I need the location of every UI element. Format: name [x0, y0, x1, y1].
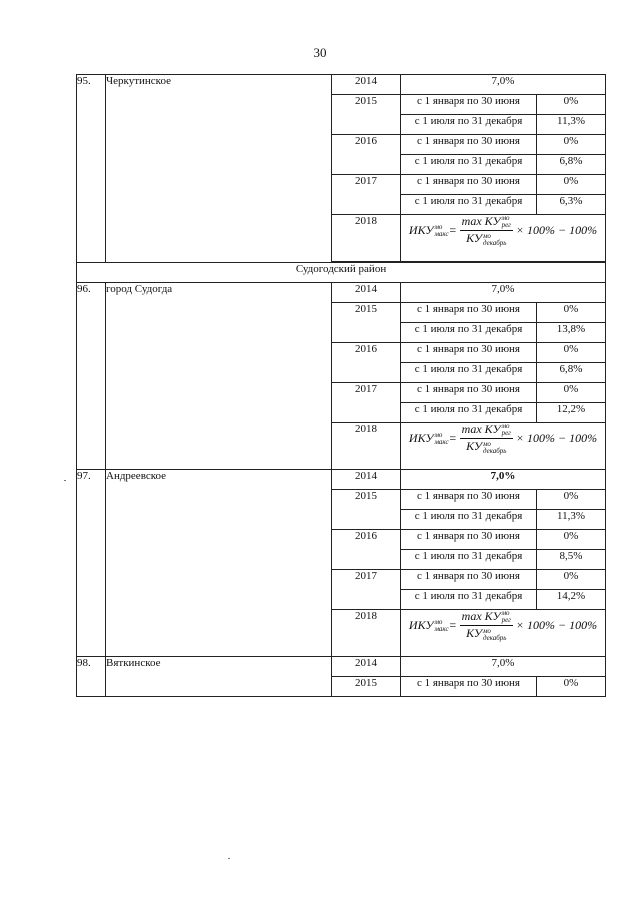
- formula-sup: мо: [434, 617, 443, 626]
- formula-num: max КУ: [461, 609, 501, 623]
- value-cell: 13,8%: [537, 323, 606, 343]
- rate-cell: 7,0%: [401, 283, 606, 303]
- year-cell: 2017: [332, 383, 401, 423]
- value-cell: 6,8%: [537, 155, 606, 175]
- formula-sub: макс: [434, 229, 449, 238]
- formula-cell: [401, 423, 606, 470]
- period-cell: с 1 января по 30 июня: [401, 175, 537, 195]
- formula-den: КУ: [466, 626, 482, 641]
- district-heading: Судогодский район: [77, 263, 606, 283]
- formula-sub: рег: [501, 429, 511, 438]
- year-cell: 2018: [332, 610, 401, 657]
- municipality-name: Вяткинское: [106, 657, 332, 697]
- formula-sub: декабрь: [482, 238, 507, 247]
- value-cell: 0%: [537, 530, 606, 550]
- formula-num: max КУ: [461, 214, 501, 228]
- formula-sup: мо: [501, 609, 510, 618]
- year-cell: 2016: [332, 135, 401, 175]
- year-cell: 2016: [332, 343, 401, 383]
- year-cell: 2014: [332, 75, 401, 95]
- year-cell: 2017: [332, 570, 401, 610]
- formula-sub: макс: [434, 437, 449, 446]
- period-cell: с 1 июля по 31 декабря: [401, 590, 537, 610]
- formula-lhs: ИКУ: [408, 222, 434, 237]
- formula-den: КУ: [466, 231, 482, 246]
- value-cell: 14,2%: [537, 590, 606, 610]
- rate-cell: 7,0%: [401, 75, 606, 95]
- formula-eq: =: [448, 431, 457, 446]
- period-cell: с 1 июля по 31 декабря: [401, 195, 537, 215]
- table-row: [77, 657, 606, 677]
- table-row: [77, 470, 606, 490]
- period-cell: с 1 января по 30 июня: [401, 677, 537, 697]
- row-number: 95.: [77, 75, 106, 263]
- value-cell: 6,3%: [537, 195, 606, 215]
- formula: [401, 610, 605, 642]
- rate-cell: 7,0%: [401, 657, 606, 677]
- year-cell: 2014: [332, 283, 401, 303]
- rate-cell: 7,0%: [401, 470, 606, 490]
- period-cell: с 1 января по 30 июня: [401, 343, 537, 363]
- year-cell: 2018: [332, 423, 401, 470]
- period-cell: с 1 июля по 31 декабря: [401, 323, 537, 343]
- formula-lhs: ИКУ: [408, 617, 434, 632]
- formula-eq: =: [448, 618, 457, 633]
- year-cell: 2016: [332, 530, 401, 570]
- value-cell: 0%: [537, 677, 606, 697]
- period-cell: с 1 июля по 31 декабря: [401, 363, 537, 383]
- year-cell: 2018: [332, 215, 401, 262]
- formula-sup: мо: [482, 231, 491, 240]
- municipality-name: Черкутинское: [106, 75, 332, 263]
- value-cell: 0%: [537, 570, 606, 590]
- formula-cell: [401, 215, 606, 262]
- value-cell: 12,2%: [537, 403, 606, 423]
- period-cell: с 1 января по 30 июня: [401, 135, 537, 155]
- formula-sup: мо: [482, 439, 491, 448]
- formula-eq: =: [448, 223, 457, 238]
- formula-tail: × 100% − 100%: [515, 223, 598, 238]
- formula-cell: [401, 610, 606, 657]
- formula-den: КУ: [466, 439, 482, 454]
- row-number: 96.: [77, 283, 106, 470]
- period-cell: с 1 июля по 31 декабря: [401, 403, 537, 423]
- period-cell: с 1 января по 30 июня: [401, 490, 537, 510]
- municipality-name: Андреевское: [106, 470, 332, 657]
- year-cell: 2015: [332, 303, 401, 343]
- scan-speck: [64, 480, 66, 481]
- value-cell: 0%: [537, 343, 606, 363]
- period-cell: с 1 января по 30 июня: [401, 570, 537, 590]
- period-cell: с 1 января по 30 июня: [401, 303, 537, 323]
- table-row: [77, 75, 606, 95]
- year-cell: 2014: [332, 657, 401, 677]
- formula-lhs: ИКУ: [408, 430, 434, 445]
- period-cell: с 1 января по 30 июня: [401, 383, 537, 403]
- period-cell: с 1 июля по 31 декабря: [401, 550, 537, 570]
- formula-sub: декабрь: [482, 446, 507, 455]
- row-number: 98.: [77, 657, 106, 697]
- formula-sup: мо: [501, 422, 510, 431]
- formula-sub: декабрь: [482, 633, 507, 642]
- formula-sup: мо: [482, 626, 491, 635]
- value-cell: 11,3%: [537, 510, 606, 530]
- municipality-name: город Судогда: [106, 283, 332, 470]
- tariff-table: [76, 74, 606, 697]
- period-cell: с 1 июля по 31 декабря: [401, 115, 537, 135]
- value-cell: 0%: [537, 95, 606, 115]
- formula: [401, 215, 605, 247]
- value-cell: 0%: [537, 490, 606, 510]
- year-cell: 2015: [332, 95, 401, 135]
- table-row: [77, 283, 606, 303]
- value-cell: 0%: [537, 303, 606, 323]
- period-cell: с 1 июля по 31 декабря: [401, 155, 537, 175]
- value-cell: 0%: [537, 135, 606, 155]
- year-cell: 2014: [332, 470, 401, 490]
- value-cell: 0%: [537, 383, 606, 403]
- year-cell: 2015: [332, 677, 401, 697]
- formula-tail: × 100% − 100%: [515, 618, 598, 633]
- row-number: 97.: [77, 470, 106, 657]
- formula-sub: рег: [501, 221, 511, 230]
- formula-tail: × 100% − 100%: [515, 431, 598, 446]
- value-cell: 8,5%: [537, 550, 606, 570]
- formula-sup: мо: [501, 214, 510, 223]
- formula-num: max КУ: [461, 422, 501, 436]
- period-cell: с 1 января по 30 июня: [401, 95, 537, 115]
- value-cell: 6,8%: [537, 363, 606, 383]
- year-cell: 2015: [332, 490, 401, 530]
- formula-sup: мо: [434, 222, 443, 231]
- period-cell: с 1 января по 30 июня: [401, 530, 537, 550]
- value-cell: 0%: [537, 175, 606, 195]
- formula-sub: макс: [434, 624, 449, 633]
- scan-speck: [228, 858, 230, 859]
- page-number: 30: [313, 45, 327, 60]
- formula-sup: мо: [434, 430, 443, 439]
- value-cell: 11,3%: [537, 115, 606, 135]
- formula: [401, 423, 605, 455]
- formula-sub: рег: [501, 616, 511, 625]
- period-cell: с 1 июля по 31 декабря: [401, 510, 537, 530]
- year-cell: 2017: [332, 175, 401, 215]
